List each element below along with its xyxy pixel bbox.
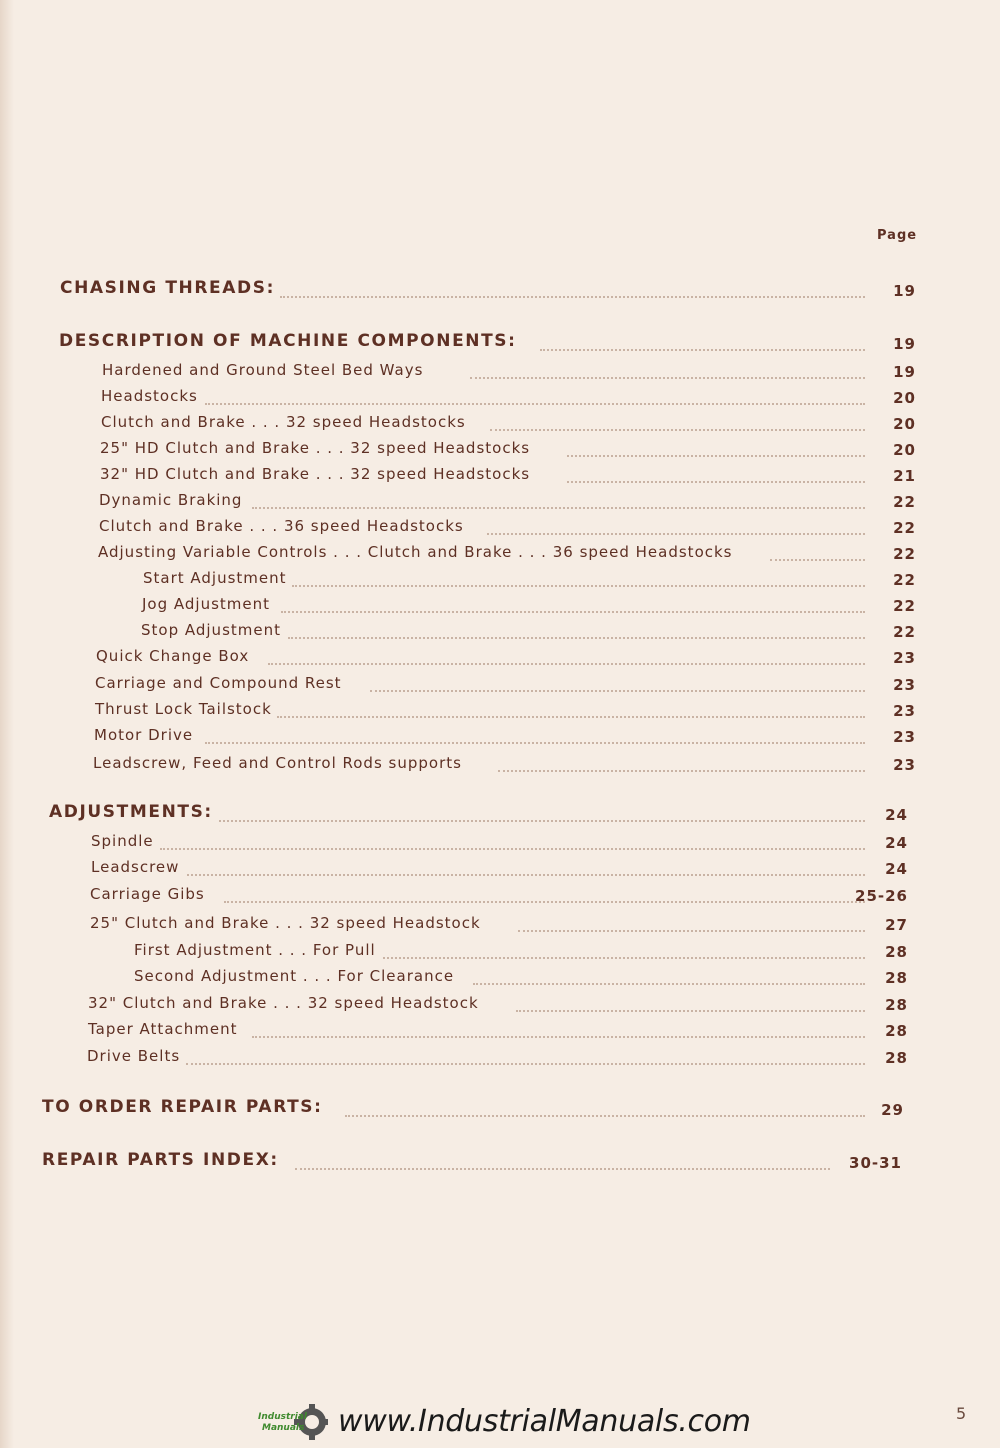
toc-row-chasing-threads	[0, 278, 1000, 302]
toc-page-number: 28	[885, 996, 908, 1014]
toc-row-clutch-brake-36	[0, 515, 1000, 539]
toc-entry-title: Adjusting Variable Controls . . . Clutch and Brake . . . 36 speed Headstocks	[98, 543, 737, 561]
toc-row-32hd-clutch	[0, 463, 1000, 487]
toc-row-spindle	[0, 830, 1000, 854]
toc-page-number: 29	[881, 1101, 904, 1119]
industrial-manuals-logo	[256, 1403, 328, 1441]
toc-entry-title: Headstocks	[101, 387, 202, 405]
toc-entry-title: 32" HD Clutch and Brake . . . 32 speed Headstocks	[100, 465, 534, 483]
toc-page-number: 22	[893, 493, 916, 511]
toc-row-motor-drive	[0, 724, 1000, 748]
toc-page-number: 24	[885, 834, 908, 852]
toc-page-number: 21	[893, 467, 916, 485]
toc-leader	[292, 585, 865, 587]
toc-leader	[470, 377, 865, 379]
toc-row-thrust-lock	[0, 698, 1000, 722]
footer-website-url: www.IndustrialManuals.com	[338, 1404, 751, 1439]
toc-entry-title: 32" Clutch and Brake . . . 32 speed Headstock	[88, 994, 483, 1012]
toc-leader	[160, 848, 865, 850]
toc-row-variable-controls	[0, 541, 1000, 565]
toc-leader	[473, 983, 865, 985]
toc-entry-title: Taper Attachment	[88, 1020, 242, 1038]
toc-entry-title: Hardened and Ground Steel Bed Ways	[102, 361, 427, 379]
toc-page-number: 28	[885, 1049, 908, 1067]
toc-page-number: 19	[893, 363, 916, 381]
toc-entry-title: Clutch and Brake . . . 32 speed Headstocks	[101, 413, 470, 431]
toc-page-number: 22	[893, 519, 916, 537]
toc-leader	[186, 1063, 865, 1065]
toc-section-title: DESCRIPTION OF MACHINE COMPONENTS:	[59, 331, 521, 351]
toc-row-bed-ways	[0, 359, 1000, 383]
toc-row-25-clutch-headstock	[0, 912, 1000, 936]
toc-row-description	[0, 331, 1000, 355]
toc-leader	[215, 820, 865, 822]
toc-page-number: 27	[885, 916, 908, 934]
toc-entry-title: Clutch and Brake . . . 36 speed Headstocks	[99, 517, 468, 535]
toc-entry-title: Jog Adjustment	[142, 595, 274, 613]
toc-leader	[370, 690, 865, 692]
toc-leader	[252, 507, 865, 509]
toc-page-number: 20	[893, 441, 916, 459]
toc-leader	[205, 742, 865, 744]
toc-section-title: CHASING THREADS:	[60, 278, 279, 298]
logo-text-bottom: Manuals	[262, 1423, 305, 1433]
toc-leader	[383, 957, 865, 959]
toc-entry-title: First Adjustment . . . For Pull	[134, 941, 380, 959]
toc-leader	[280, 296, 865, 298]
toc-row-start-adjustment	[0, 567, 1000, 591]
toc-page-number: 23	[893, 649, 916, 667]
toc-page-number: 23	[893, 676, 916, 694]
toc-row-leadscrew	[0, 856, 1000, 880]
toc-leader	[268, 663, 865, 665]
toc-row-order-repair-parts	[0, 1097, 1000, 1121]
toc-page-number: 22	[893, 623, 916, 641]
toc-page-number: 23	[893, 728, 916, 746]
toc-page-number: 24	[885, 860, 908, 878]
toc-row-carriage-compound	[0, 672, 1000, 696]
toc-row-adjustments	[0, 802, 1000, 826]
toc-page-number: 28	[885, 969, 908, 987]
toc-entry-title: Leadscrew	[91, 858, 183, 876]
toc-page-number: 30-31	[849, 1154, 902, 1172]
toc-page-number: 23	[893, 756, 916, 774]
toc-leader	[277, 716, 865, 718]
page-column-header: Page	[877, 228, 918, 243]
toc-leader	[345, 1115, 865, 1117]
toc-page-number: 25-26	[855, 887, 908, 905]
toc-row-first-adjustment	[0, 939, 1000, 963]
toc-entry-title: Drive Belts	[87, 1047, 184, 1065]
toc-page-number: 22	[893, 597, 916, 615]
toc-leader	[187, 874, 865, 876]
toc-section-title: REPAIR PARTS INDEX:	[42, 1150, 283, 1170]
toc-section-title: ADJUSTMENTS:	[49, 802, 217, 822]
toc-page-number: 24	[885, 806, 908, 824]
toc-row-leadscrew-supports	[0, 752, 1000, 776]
toc-leader	[281, 611, 865, 613]
toc-leader	[487, 533, 865, 535]
toc-row-headstocks	[0, 385, 1000, 409]
gear-icon	[294, 1404, 328, 1440]
toc-entry-title: Carriage and Compound Rest	[95, 674, 346, 692]
toc-leader	[540, 349, 865, 351]
toc-entry-title: 25" Clutch and Brake . . . 32 speed Headstock	[90, 914, 485, 932]
logo-text-top: Industrial	[258, 1412, 307, 1422]
toc-row-dynamic-braking	[0, 489, 1000, 513]
toc-leader	[498, 770, 865, 772]
toc-row-second-adjustment	[0, 965, 1000, 989]
toc-page-number: 22	[893, 571, 916, 589]
toc-leader	[205, 403, 865, 405]
toc-leader	[567, 455, 865, 457]
toc-page-number: 20	[893, 389, 916, 407]
toc-row-clutch-brake-32	[0, 411, 1000, 435]
toc-page-number: 28	[885, 943, 908, 961]
toc-entry-title: Dynamic Braking	[99, 491, 246, 509]
toc-leader	[288, 637, 865, 639]
toc-page-number: 19	[893, 335, 916, 353]
toc-section-title: TO ORDER REPAIR PARTS:	[42, 1097, 327, 1117]
toc-entry-title: Leadscrew, Feed and Control Rods supports	[93, 754, 466, 772]
toc-page-number: 22	[893, 545, 916, 563]
toc-row-25hd-clutch	[0, 437, 1000, 461]
toc-row-stop-adjustment	[0, 619, 1000, 643]
toc-leader	[567, 481, 865, 483]
toc-entry-title: Spindle	[91, 832, 158, 850]
toc-row-taper-attachment	[0, 1018, 1000, 1042]
toc-leader	[295, 1168, 830, 1170]
toc-entry-title: Start Adjustment	[143, 569, 291, 587]
toc-leader	[516, 1010, 865, 1012]
toc-entry-title: Motor Drive	[94, 726, 197, 744]
toc-page-number: 28	[885, 1022, 908, 1040]
toc-entry-title: Carriage Gibs	[90, 885, 209, 903]
toc-row-drive-belts	[0, 1045, 1000, 1069]
toc-leader	[224, 901, 865, 903]
toc-page-number: 19	[893, 282, 916, 300]
toc-entry-title: Thrust Lock Tailstock	[95, 700, 276, 718]
toc-row-jog-adjustment	[0, 593, 1000, 617]
toc-row-32-clutch-headstock	[0, 992, 1000, 1016]
toc-page-number: 20	[893, 415, 916, 433]
toc-leader	[252, 1036, 865, 1038]
toc-row-repair-parts-index	[0, 1150, 1000, 1174]
toc-page-number: 23	[893, 702, 916, 720]
toc-row-quick-change-box	[0, 645, 1000, 669]
toc-row-carriage-gibs	[0, 883, 1000, 907]
page-number: 5	[956, 1404, 967, 1423]
toc-entry-title: Second Adjustment . . . For Clearance	[134, 967, 458, 985]
toc-entry-title: 25" HD Clutch and Brake . . . 32 speed Headstocks	[100, 439, 534, 457]
toc-leader	[490, 429, 865, 431]
toc-leader	[518, 930, 865, 932]
toc-entry-title: Quick Change Box	[96, 647, 253, 665]
toc-entry-title: Stop Adjustment	[141, 621, 285, 639]
